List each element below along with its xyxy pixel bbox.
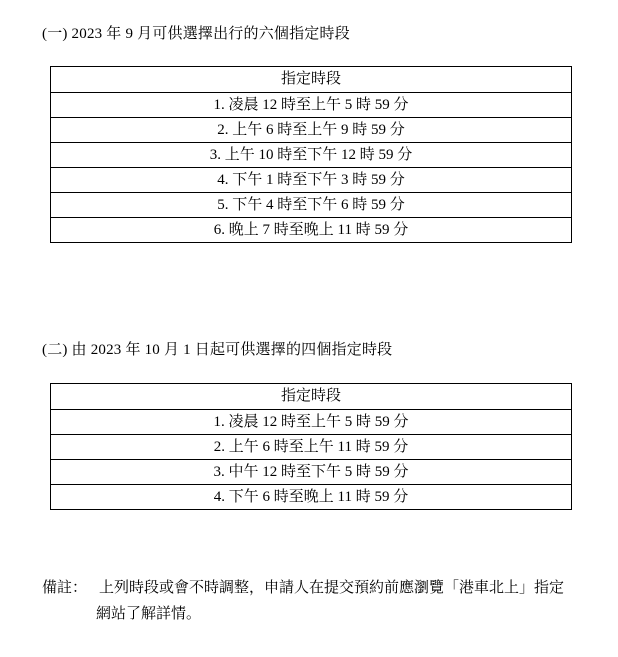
table-cell: 6. 晚上 7 時至晚上 11 時 59 分: [51, 218, 572, 243]
table-cell: 5. 下午 4 時至下午 6 時 59 分: [51, 193, 572, 218]
table-row: [51, 118, 572, 143]
table-row: [51, 485, 572, 510]
footnote-first-line: [0, 575, 618, 601]
table-cell: 3. 上午 10 時至下午 12 時 59 分: [51, 143, 572, 168]
table-header-row: [51, 384, 572, 410]
table-row: [51, 168, 572, 193]
table-cell: 3. 中午 12 時至下午 5 時 59 分: [51, 460, 572, 485]
footnote-text-line-1: 上列時段或會不時調整，申請人在提交預約前應瀏覽「港車北上」指定: [99, 580, 565, 596]
table-cell: 4. 下午 1 時至下午 3 時 59 分: [51, 168, 572, 193]
table-header-cell: 指定時段: [51, 67, 572, 93]
table-row: [51, 410, 572, 435]
table-cell: 1. 凌晨 12 時至上午 5 時 59 分: [51, 410, 572, 435]
table-row: [51, 218, 572, 243]
table-header-row: [51, 67, 572, 93]
section-one: [0, 24, 618, 243]
section-one-heading: (一) 2023 年 9 月可供選擇出行的六個指定時段: [42, 26, 350, 42]
table-row: [51, 93, 572, 118]
table-row: [51, 193, 572, 218]
table-cell: 4. 下午 6 時至晚上 11 時 59 分: [51, 485, 572, 510]
table-row: [51, 435, 572, 460]
table-row: [51, 143, 572, 168]
table-cell: 2. 上午 6 時至上午 9 時 59 分: [51, 118, 572, 143]
table-cell: 1. 凌晨 12 時至上午 5 時 59 分: [51, 93, 572, 118]
section-one-table: [50, 66, 572, 243]
section-two-heading: (二) 由 2023 年 10 月 1 日起可供選擇的四個指定時段: [42, 342, 393, 358]
footnote-text-line-2: 網站了解詳情。: [96, 606, 202, 622]
footnote-label: 備註：: [42, 580, 88, 596]
table-row: [51, 460, 572, 485]
section-two-table: [50, 383, 572, 510]
section-two: [0, 340, 618, 510]
table-cell: 2. 上午 6 時至上午 11 時 59 分: [51, 435, 572, 460]
table-header-cell: 指定時段: [51, 384, 572, 410]
footnote: [0, 575, 618, 627]
